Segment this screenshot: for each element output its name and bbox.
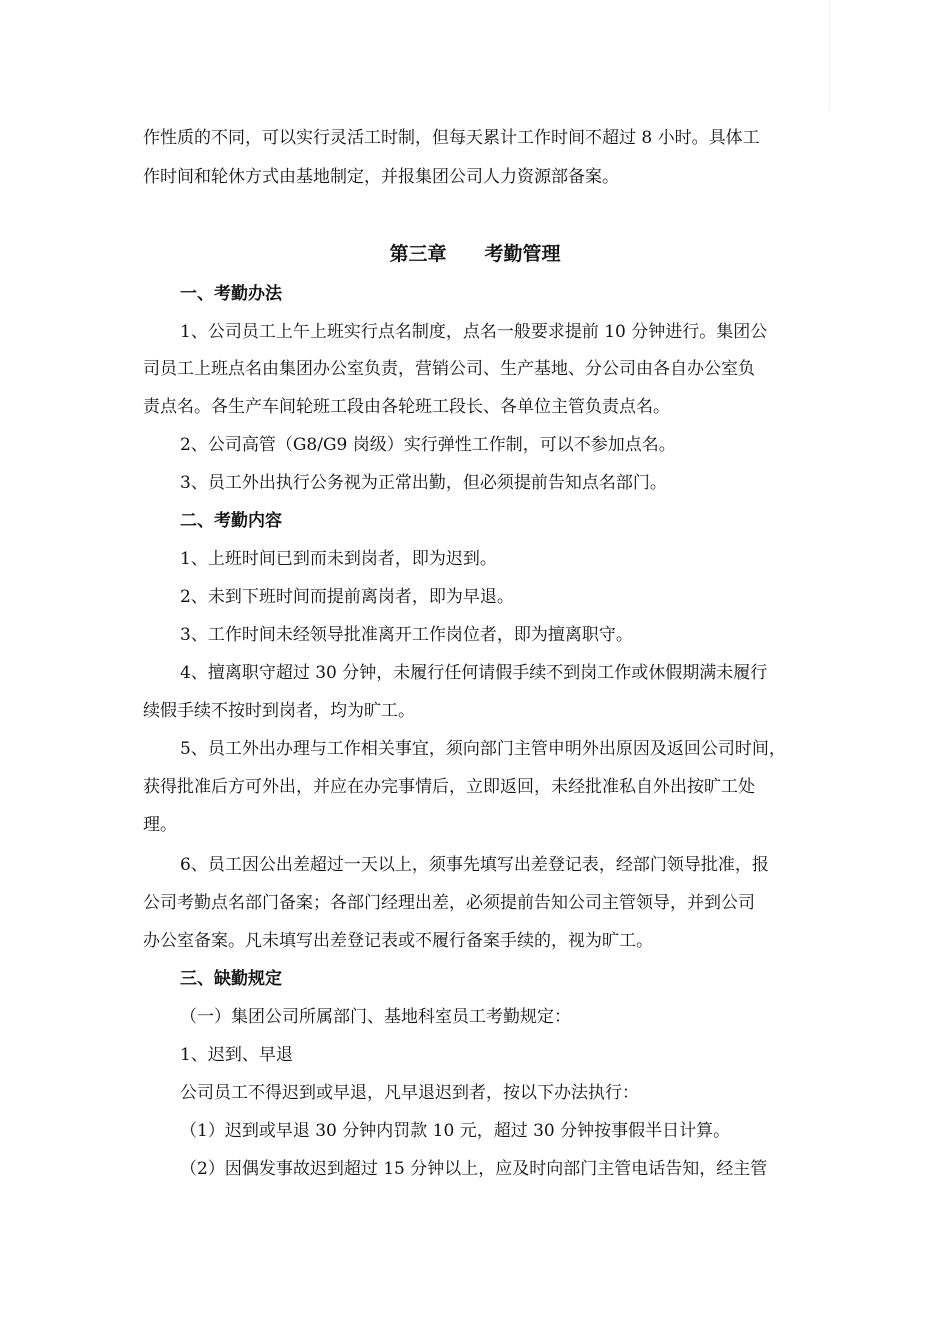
page-edge-mark	[829, 0, 830, 110]
paragraph-line: 办公室备案。凡未填写出差登记表或不履行备案手续的，视为旷工。	[143, 931, 653, 951]
paragraph-line: 6、员工因公出差超过一天以上，须事先填写出差登记表，经部门领导批准，报	[180, 855, 769, 875]
paragraph-line: （2）因偶发事故迟到超过 15 分钟以上，应及时向部门主管电话告知，经主管	[180, 1159, 768, 1179]
paragraph-line: 3、员工外出执行公务视为正常出勤，但必须提前告知点名部门。	[180, 473, 667, 493]
subsection-heading: （一）集团公司所属部门、基地科室员工考勤规定：	[180, 1007, 571, 1027]
paragraph-line: 公司考勤点名部门备案；各部门经理出差，必须提前告知公司主管领导，并到公司	[143, 893, 755, 913]
paragraph-line: 2、公司高管（G8/G9 岗级）实行弹性工作制，可以不参加点名。	[180, 435, 676, 455]
paragraph-line: 获得批准后方可外出，并应在办完事情后，立即返回，未经批准私自外出按旷工处	[143, 777, 755, 797]
paragraph-line: 3、工作时间未经领导批准离开工作岗位者，即为擅离职守。	[180, 625, 633, 645]
chapter-title: 第三章 考勤管理	[389, 243, 561, 265]
intro-line-2: 作时间和轮休方式由基地制定，并报集团公司人力资源部备案。	[143, 167, 619, 187]
paragraph-line: 4、擅离职守超过 30 分钟，未履行任何请假手续不到岗工作或休假期满未履行	[180, 663, 768, 683]
paragraph-line: 续假手续不按时到岗者，均为旷工。	[143, 701, 415, 721]
paragraph-line: 责点名。各生产车间轮班工段由各轮班工段长、各单位主管负责点名。	[143, 397, 670, 417]
paragraph-line: 理。	[143, 815, 177, 835]
paragraph-line: （1）迟到或早退 30 分钟内罚款 10 元，超过 30 分钟按事假半日计算。	[180, 1121, 731, 1141]
section-heading-absence-rules: 三、缺勤规定	[180, 969, 282, 989]
paragraph-line: 2、未到下班时间而提前离岗者，即为早退。	[180, 587, 514, 607]
paragraph-line: 1、迟到、早退	[180, 1045, 293, 1065]
paragraph-line: 1、上班时间已到而未到岗者，即为迟到。	[180, 549, 497, 569]
intro-line-1: 作性质的不同，可以实行灵活工时制，但每天累计工作时间不超过 8 小时。具体工	[143, 128, 760, 148]
paragraph-line: 公司员工不得迟到或早退，凡早退迟到者，按以下办法执行：	[180, 1083, 639, 1103]
section-heading-attendance-method: 一、考勤办法	[180, 284, 282, 304]
section-heading-attendance-content: 二、考勤内容	[180, 511, 282, 531]
paragraph-line: 司员工上班点名由集团办公室负责，营销公司、生产基地、分公司由各自办公室负	[143, 359, 755, 379]
paragraph-line: 5、员工外出办理与工作相关事宜，须向部门主管申明外出原因及返回公司时间，	[180, 739, 786, 759]
paragraph-line: 1、公司员工上午上班实行点名制度，点名一般要求提前 10 分钟进行。集团公	[180, 322, 768, 342]
